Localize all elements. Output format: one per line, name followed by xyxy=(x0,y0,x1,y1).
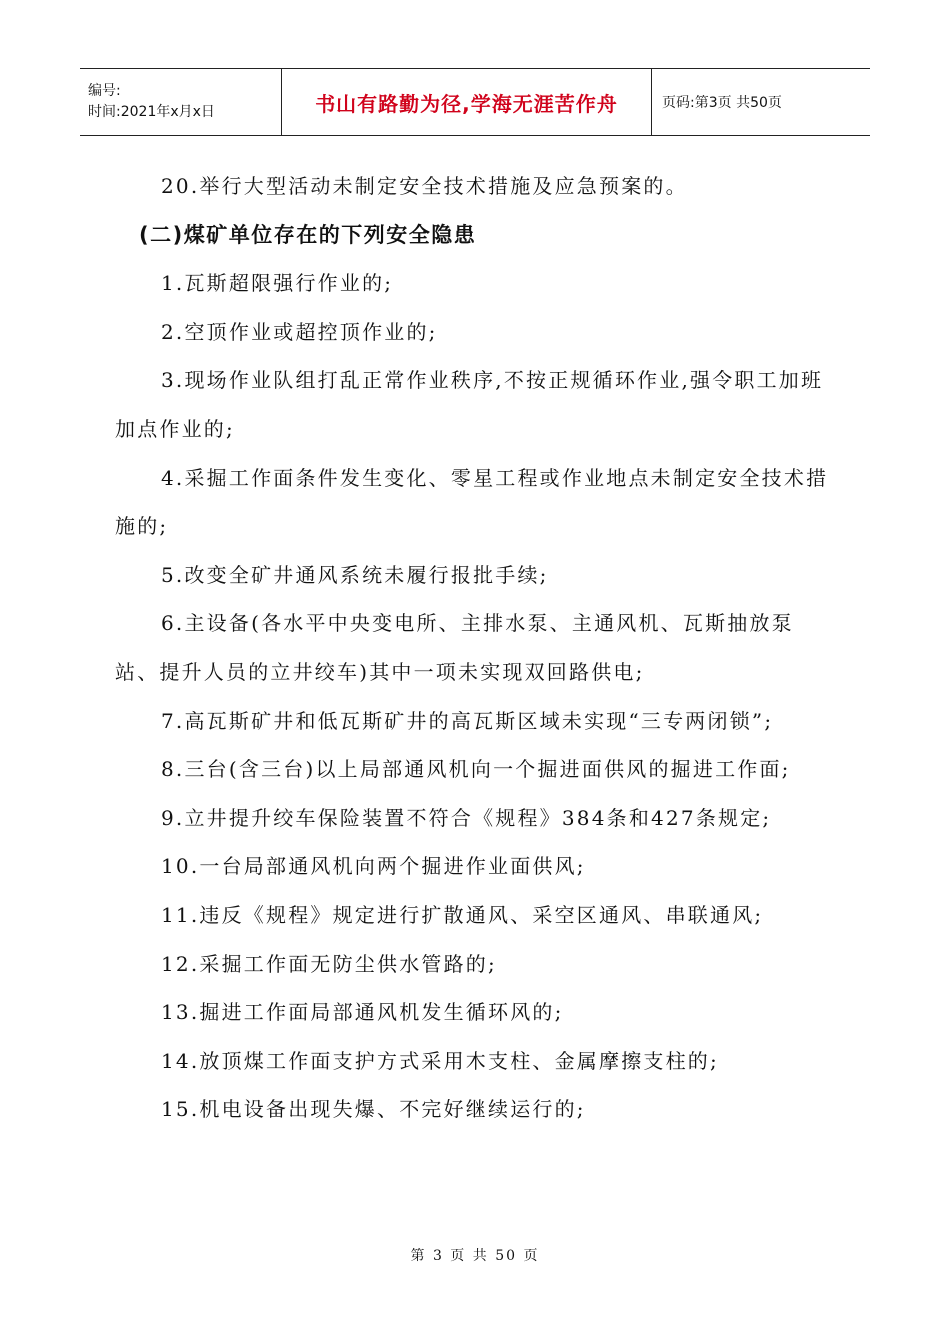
list-item: 13.掘进工作面局部通风机发生循环风的; xyxy=(161,1000,564,1025)
list-item: 5.改变全矿井通风系统未履行报批手续; xyxy=(161,562,549,587)
page-footer: 第 3 页 共 50 页 xyxy=(410,1248,540,1264)
date-label: 时间:2021年x月x日 xyxy=(88,104,215,120)
motto: 书山有路勤为径,学海无涯苦作舟 xyxy=(315,91,618,116)
section-heading: (二)煤矿单位存在的下列安全隐患 xyxy=(139,222,477,247)
list-item: 14.放顶煤工作面支护方式采用木支柱、金属摩擦支柱的; xyxy=(161,1048,719,1073)
list-item: 4.采掘工作面条件发生变化、零星工程或作业地点未制定安全技术措施的; xyxy=(115,465,829,539)
list-item: 9.立井提升绞车保险装置不符合《规程》384条和427条规定; xyxy=(161,805,772,830)
list-item: 8.三台(含三台)以上局部通风机向一个掘进面供风的掘进工作面; xyxy=(161,757,791,782)
paragraph-20: 20.举行大型活动未制定安全技术措施及应急预案的。 xyxy=(161,174,688,198)
list-item: 15.机电设备出现失爆、不完好继续运行的; xyxy=(161,1097,586,1122)
code-label: 编号: xyxy=(88,83,121,99)
list-item: 10.一台局部通风机向两个掘进作业面供风; xyxy=(161,854,586,879)
list-item: 12.采掘工作面无防尘供水管路的; xyxy=(161,951,497,976)
list-item: 7.高瓦斯矿井和低瓦斯矿井的高瓦斯区域未实现“三专两闭锁”; xyxy=(161,708,774,733)
list-item: 1.瓦斯超限强行作业的; xyxy=(161,271,394,296)
header-middle-cell xyxy=(282,69,652,135)
list-item: 2.空顶作业或超控顶作业的; xyxy=(161,319,438,344)
header-left-cell xyxy=(80,69,282,135)
list-item: 11.违反《规程》规定进行扩散通风、采空区通风、串联通风; xyxy=(161,902,764,927)
page-info: 页码:第3页 共50页 xyxy=(662,95,782,111)
list-item: 6.主设备(各水平中央变电所、主排水泵、主通风机、瓦斯抽放泵站、提升人员的立井绞车)其中一项未实现双回路供电; xyxy=(115,611,794,684)
header-table xyxy=(80,68,870,136)
list-item: 3.现场作业队组打乱正常作业秩序,不按正规循环作业,强令职工加班加点作业的; xyxy=(115,368,824,441)
document-body xyxy=(115,162,837,1134)
header-right-cell xyxy=(652,69,870,135)
